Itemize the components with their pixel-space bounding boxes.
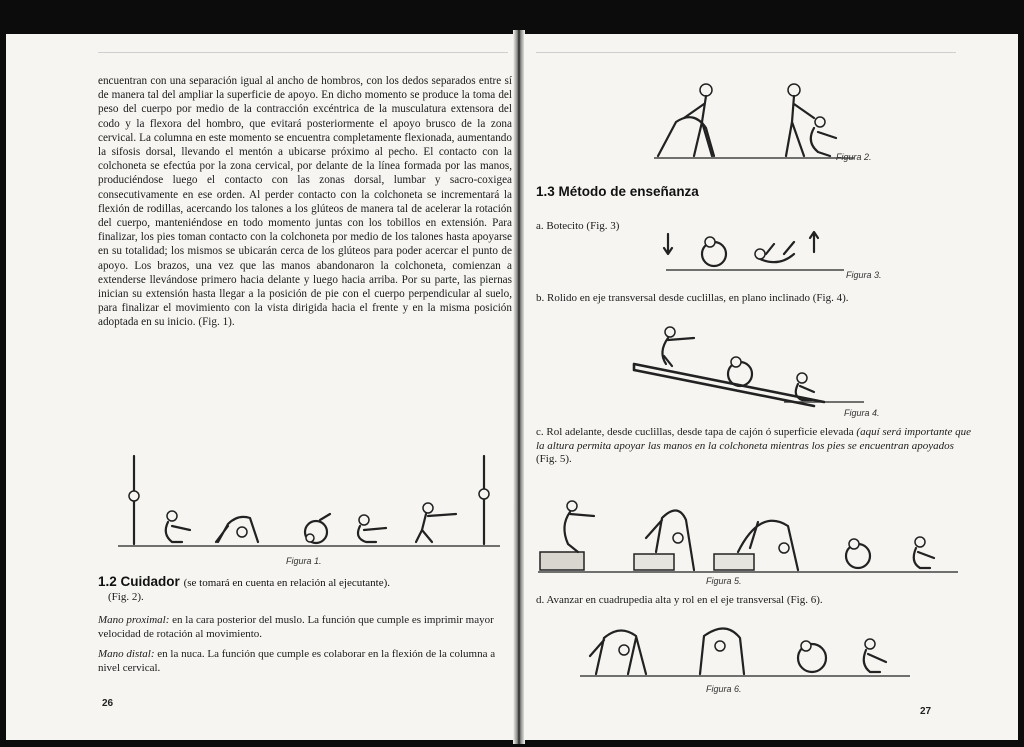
figure-4-caption: Figura 4.	[844, 408, 880, 418]
item-c-text: c. Rol adelante, desde cuclillas, desde tapa de cajón ó superficie elevada (aquí será importante que la altura permita apoyar las manos en la colchoneta mientras los pies se encuentran apoyados (Fig. 5).	[536, 426, 971, 465]
figure-5-step-1	[564, 501, 594, 552]
figure-4-crouch	[662, 327, 694, 366]
item-d-text: d. Avanzar en cuadrupedia alta y rol en el eje transversal (Fig. 6).	[536, 594, 823, 606]
figure-1-standing-end	[479, 456, 489, 544]
section-1-2-paren: (se tomará en cuenta en relación al ejecutante).	[183, 577, 391, 589]
right-page-number: 27	[920, 706, 932, 717]
figure-2-caption: Figura 2.	[836, 152, 872, 162]
item-b-text: b. Rolido en eje transversal desde cuclillas, en plano inclinado (Fig. 4).	[536, 292, 849, 304]
figure-5-box-2	[634, 554, 674, 570]
section-1-3-heading	[536, 184, 699, 199]
body-paragraph-text: encuentran con una separación igual al ancho de hombros, con los dedos separados entre sí de manera tal del ampliar la superficie de apoyo. En dicho momento se produce la toma del peso del cuerpo por medio de la contracción excéntrica de la musculatura extensora del codo y la flexora del hombro, que evitará posteriormente el apoyo brusco de la zona cervical. La columna en este momento se encuentra completamente flexionada, aumentando la sifosis dorsal, llevando el mentón a ubicarse próximo al pecho. El contacto con la colchoneta se efectúa por la zona cervical, por delante de la línea formada por las manos, produciéndose luego el contacto con las zonas dorsal, lumbar y sacro-coxigea consecutivamente en ese orden. Al perder contacto con la colchoneta se incrementará la flexión de rodillas, acercando los talones a los glúteos de manera tal de acelerar la rotación del cuerpo, manteniéndose en todo momento juntas con los tobillos en extensión. Para finalizar, los pies toman contacto con la colchoneta por medio de los talones hasta apoyarse en su totalidad; los mismos se ubicarán cerca de los glúteos para poder acercar el punto de apoyo. Los brazos, una vez que las manos abandonaron la colchoneta, comienzan a extenderse llevándose primero hacia delante y luego hacia arriba. Por su parte, las piernas inician su extensión hasta llegar a la posición de pie con el cuerpo perpendicular al suelo, para finalizar el movimiento con la vista dirigida hacia el frente y en la misma posición adoptada en su inicio. (Fig. 1).	[98, 75, 512, 329]
figure-5-box-1	[540, 552, 584, 570]
figure-3-rock-2	[755, 242, 794, 262]
figure-1-rolling	[305, 514, 330, 543]
figure-3-caption: Figura 3.	[846, 270, 882, 280]
item-a-text: a. Botecito (Fig. 3)	[536, 220, 620, 232]
figure-2-performer-b	[811, 117, 836, 156]
mano-distal-paragraph	[98, 648, 510, 675]
figure-6-caption: Figura 6.	[706, 684, 742, 694]
figure-1-standing-start	[129, 456, 139, 544]
figure-5-caption: Figura 5.	[706, 576, 742, 586]
figure-6-finish	[864, 639, 886, 672]
left-body-paragraph	[98, 74, 512, 335]
figure-3-down-arrow	[664, 234, 672, 254]
left-page	[6, 34, 516, 740]
figure-1-caption: Figura 1.	[286, 556, 322, 566]
left-page-number: 26	[102, 698, 114, 709]
figure-1-rising	[416, 503, 456, 542]
mano-proximal-label: Mano proximal:	[98, 614, 170, 626]
section-1-2-title: Cuidador	[120, 574, 180, 589]
figure-6-illustration	[580, 616, 910, 682]
figure-1-crouch-forward	[358, 515, 386, 542]
figure-3-up-arrow	[810, 232, 818, 252]
section-1-2-fig-ref: (Fig. 2).	[108, 591, 144, 603]
figure-5-illustration	[538, 498, 958, 578]
figure-5-finish	[914, 537, 934, 568]
mano-proximal-paragraph	[98, 614, 510, 641]
figure-3-rock-1	[702, 237, 726, 266]
figure-3-illustration	[654, 224, 844, 276]
section-1-2-number: 1.2	[98, 574, 117, 589]
section-1-2-heading	[98, 574, 516, 589]
figure-1-crouch	[166, 511, 190, 542]
figure-6-rolling	[798, 641, 826, 672]
section-1-3-title: Método de enseñanza	[558, 184, 699, 199]
mano-distal-label: Mano distal:	[98, 648, 155, 660]
figure-2-spotter-b	[786, 84, 814, 156]
figure-4-illustration	[634, 322, 864, 408]
mano-distal-text: en la nuca. La función que cumple es colaborar en la flexión de la columna a nivel cervical.	[98, 648, 496, 674]
figure-1-hands-down	[216, 517, 258, 542]
figure-6-quadruped	[590, 630, 646, 674]
figure-4-rolling	[728, 357, 752, 386]
figure-1-illustration	[110, 434, 502, 554]
section-1-3-number: 1.3	[536, 184, 555, 199]
mano-proximal-text: en la cara posterior del muslo. La función que cumple es imprimir mayor velocidad de rotación al movimiento.	[98, 614, 494, 640]
figure-6-pike	[700, 628, 744, 674]
right-header-rule	[536, 52, 956, 53]
figure-5-rolling	[846, 539, 870, 568]
figure-2-illustration	[654, 78, 854, 164]
right-page	[524, 34, 1018, 740]
figure-5-box-3	[714, 554, 754, 570]
left-header-rule	[98, 52, 508, 53]
